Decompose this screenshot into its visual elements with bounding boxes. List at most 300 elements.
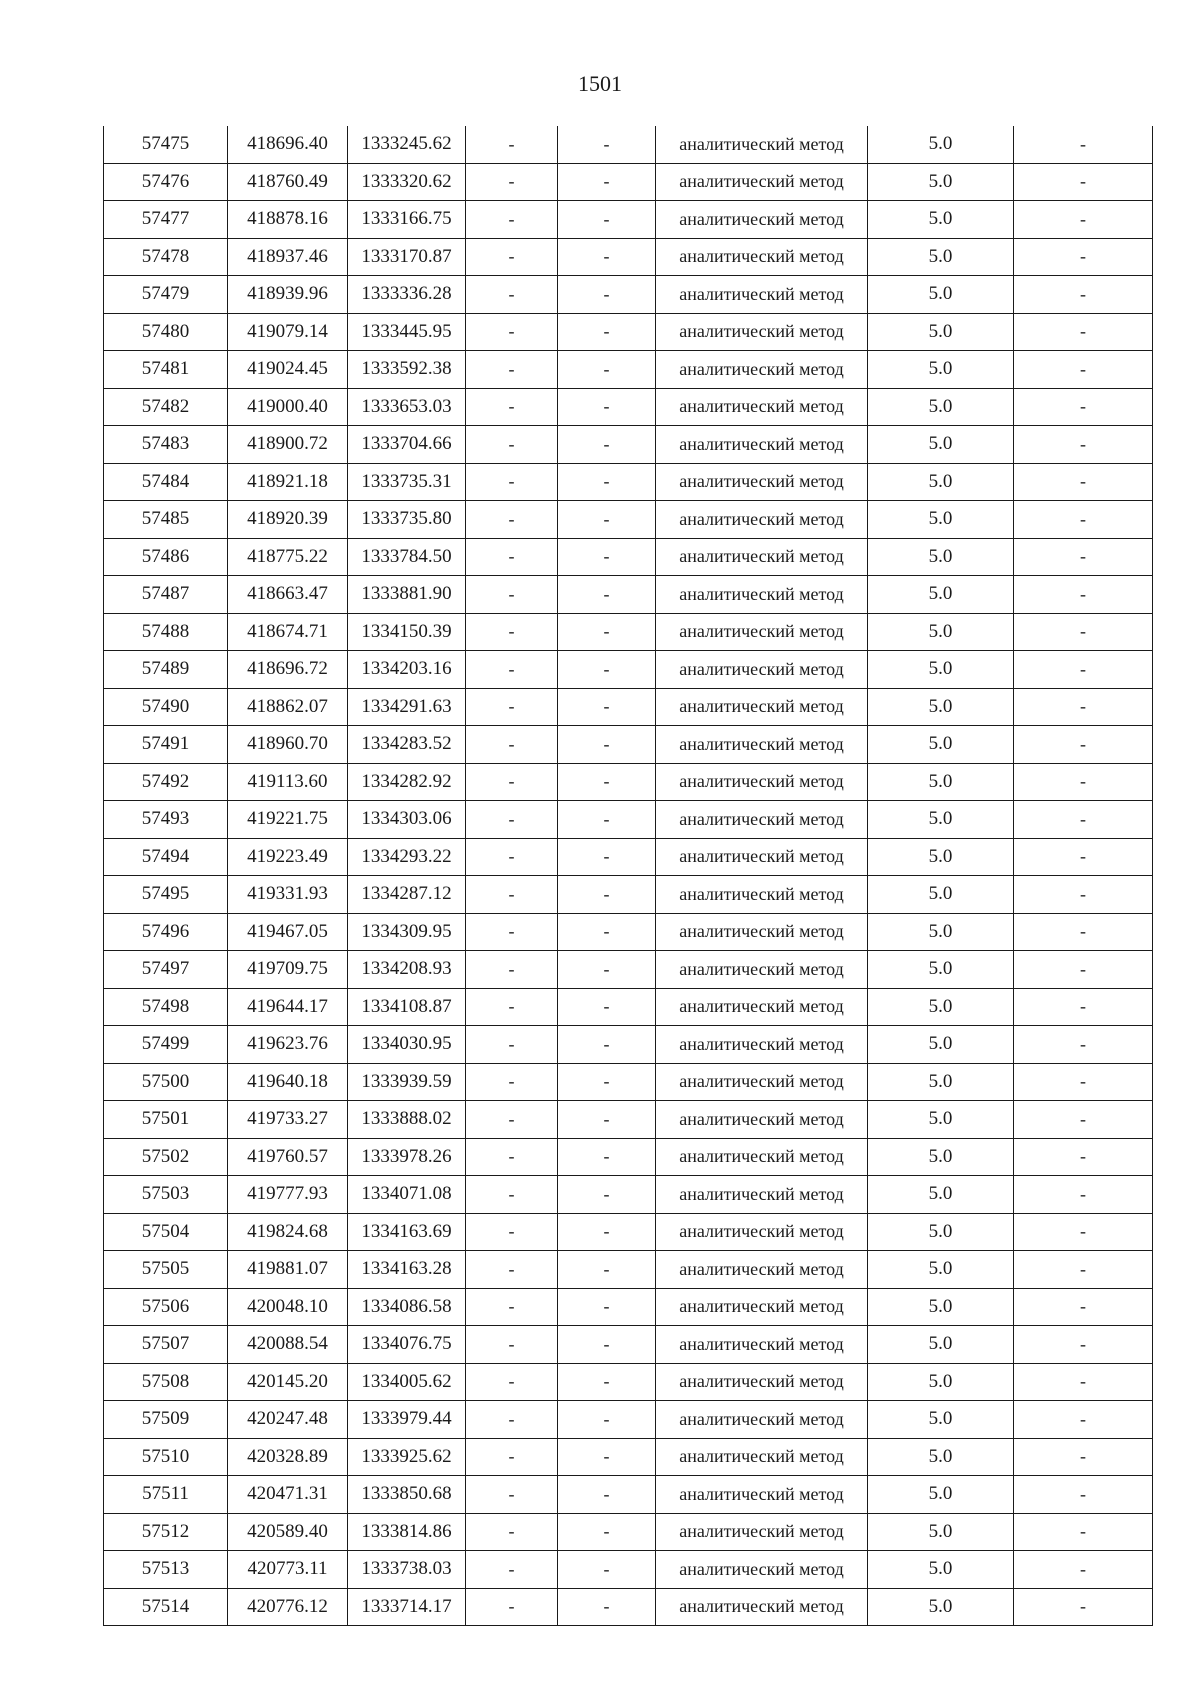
x-coordinate-cell: 420328.89: [228, 1438, 348, 1476]
dash-cell: -: [466, 1588, 558, 1626]
point-number-cell: 57495: [104, 876, 228, 914]
accuracy-cell: 5.0: [868, 726, 1014, 764]
dash-cell: -: [1014, 913, 1153, 951]
dash-cell: -: [466, 1438, 558, 1476]
accuracy-cell: 5.0: [868, 1438, 1014, 1476]
point-number-cell: 57504: [104, 1213, 228, 1251]
x-coordinate-cell: 419881.07: [228, 1251, 348, 1289]
y-coordinate-cell: 1333166.75: [348, 201, 466, 239]
dash-cell: -: [466, 988, 558, 1026]
dash-cell: -: [466, 313, 558, 351]
table-row: [104, 1401, 1153, 1439]
dash-cell: -: [466, 538, 558, 576]
dash-cell: -: [1014, 801, 1153, 839]
dash-cell: -: [466, 1213, 558, 1251]
dash-cell: -: [1014, 1551, 1153, 1589]
table-row: [104, 126, 1153, 163]
dash-cell: -: [1014, 501, 1153, 539]
table-row: [104, 576, 1153, 614]
y-coordinate-cell: 1334005.62: [348, 1363, 466, 1401]
point-number-cell: 57514: [104, 1588, 228, 1626]
dash-cell: -: [466, 163, 558, 201]
point-number-cell: 57483: [104, 426, 228, 464]
y-coordinate-cell: 1334283.52: [348, 726, 466, 764]
accuracy-cell: 5.0: [868, 1026, 1014, 1064]
dash-cell: -: [558, 1476, 656, 1514]
table-row: [104, 313, 1153, 351]
accuracy-cell: 5.0: [868, 388, 1014, 426]
point-number-cell: 57494: [104, 838, 228, 876]
dash-cell: -: [558, 1176, 656, 1214]
accuracy-cell: 5.0: [868, 1513, 1014, 1551]
dash-cell: -: [1014, 1176, 1153, 1214]
method-cell: аналитический метод: [656, 913, 868, 951]
method-cell: аналитический метод: [656, 1176, 868, 1214]
table-row: [104, 613, 1153, 651]
method-cell: аналитический метод: [656, 1213, 868, 1251]
y-coordinate-cell: 1333850.68: [348, 1476, 466, 1514]
dash-cell: -: [558, 913, 656, 951]
table-row: [104, 1176, 1153, 1214]
y-coordinate-cell: 1334203.16: [348, 651, 466, 689]
dash-cell: -: [558, 238, 656, 276]
method-cell: аналитический метод: [656, 838, 868, 876]
point-number-cell: 57487: [104, 576, 228, 614]
dash-cell: -: [558, 1026, 656, 1064]
accuracy-cell: 5.0: [868, 613, 1014, 651]
dash-cell: -: [558, 1063, 656, 1101]
x-coordinate-cell: 418937.46: [228, 238, 348, 276]
point-number-cell: 57513: [104, 1551, 228, 1589]
dash-cell: -: [1014, 238, 1153, 276]
method-cell: аналитический метод: [656, 163, 868, 201]
dash-cell: -: [558, 126, 656, 163]
table-row: [104, 838, 1153, 876]
point-number-cell: 57484: [104, 463, 228, 501]
y-coordinate-cell: 1334287.12: [348, 876, 466, 914]
accuracy-cell: 5.0: [868, 1326, 1014, 1364]
dash-cell: -: [466, 1138, 558, 1176]
method-cell: аналитический метод: [656, 1363, 868, 1401]
point-number-cell: 57509: [104, 1401, 228, 1439]
dash-cell: -: [558, 763, 656, 801]
method-cell: аналитический метод: [656, 201, 868, 239]
x-coordinate-cell: 420589.40: [228, 1513, 348, 1551]
table-row: [104, 763, 1153, 801]
dash-cell: -: [466, 613, 558, 651]
method-cell: аналитический метод: [656, 1101, 868, 1139]
dash-cell: -: [558, 313, 656, 351]
x-coordinate-cell: 419824.68: [228, 1213, 348, 1251]
x-coordinate-cell: 419113.60: [228, 763, 348, 801]
accuracy-cell: 5.0: [868, 1551, 1014, 1589]
y-coordinate-cell: 1334303.06: [348, 801, 466, 839]
y-coordinate-cell: 1333445.95: [348, 313, 466, 351]
dash-cell: -: [1014, 463, 1153, 501]
x-coordinate-cell: 418862.07: [228, 688, 348, 726]
dash-cell: -: [466, 463, 558, 501]
dash-cell: -: [466, 388, 558, 426]
dash-cell: -: [1014, 1476, 1153, 1514]
accuracy-cell: 5.0: [868, 988, 1014, 1026]
y-coordinate-cell: 1333939.59: [348, 1063, 466, 1101]
table-row: [104, 876, 1153, 914]
dash-cell: -: [558, 1401, 656, 1439]
dash-cell: -: [466, 801, 558, 839]
x-coordinate-cell: 419760.57: [228, 1138, 348, 1176]
dash-cell: -: [1014, 201, 1153, 239]
dash-cell: -: [558, 576, 656, 614]
dash-cell: -: [558, 1438, 656, 1476]
accuracy-cell: 5.0: [868, 1101, 1014, 1139]
method-cell: аналитический метод: [656, 801, 868, 839]
accuracy-cell: 5.0: [868, 501, 1014, 539]
dash-cell: -: [558, 1551, 656, 1589]
dash-cell: -: [1014, 688, 1153, 726]
x-coordinate-cell: 418960.70: [228, 726, 348, 764]
table-row: [104, 1101, 1153, 1139]
x-coordinate-cell: 418696.40: [228, 126, 348, 163]
table-row: [104, 351, 1153, 389]
x-coordinate-cell: 420471.31: [228, 1476, 348, 1514]
x-coordinate-cell: 419221.75: [228, 801, 348, 839]
x-coordinate-cell: 418878.16: [228, 201, 348, 239]
table-row: [104, 1476, 1153, 1514]
dash-cell: -: [1014, 1213, 1153, 1251]
method-cell: аналитический метод: [656, 426, 868, 464]
y-coordinate-cell: 1334163.28: [348, 1251, 466, 1289]
table-row: [104, 1251, 1153, 1289]
y-coordinate-cell: 1333704.66: [348, 426, 466, 464]
x-coordinate-cell: 420145.20: [228, 1363, 348, 1401]
method-cell: аналитический метод: [656, 538, 868, 576]
point-number-cell: 57511: [104, 1476, 228, 1514]
point-number-cell: 57478: [104, 238, 228, 276]
coordinates-table: [103, 126, 1153, 1626]
dash-cell: -: [466, 1101, 558, 1139]
dash-cell: -: [558, 651, 656, 689]
point-number-cell: 57500: [104, 1063, 228, 1101]
dash-cell: -: [466, 688, 558, 726]
table-row: [104, 913, 1153, 951]
method-cell: аналитический метод: [656, 876, 868, 914]
dash-cell: -: [1014, 763, 1153, 801]
table-row: [104, 1026, 1153, 1064]
dash-cell: -: [1014, 1401, 1153, 1439]
dash-cell: -: [558, 426, 656, 464]
dash-cell: -: [466, 1251, 558, 1289]
dash-cell: -: [558, 838, 656, 876]
dash-cell: -: [558, 276, 656, 314]
method-cell: аналитический метод: [656, 1326, 868, 1364]
method-cell: аналитический метод: [656, 276, 868, 314]
dash-cell: -: [1014, 651, 1153, 689]
point-number-cell: 57506: [104, 1288, 228, 1326]
dash-cell: -: [1014, 1363, 1153, 1401]
table-row: [104, 388, 1153, 426]
accuracy-cell: 5.0: [868, 763, 1014, 801]
accuracy-cell: 5.0: [868, 1251, 1014, 1289]
dash-cell: -: [1014, 1138, 1153, 1176]
accuracy-cell: 5.0: [868, 163, 1014, 201]
dash-cell: -: [466, 1026, 558, 1064]
dash-cell: -: [1014, 276, 1153, 314]
table-row: [104, 238, 1153, 276]
x-coordinate-cell: 418920.39: [228, 501, 348, 539]
dash-cell: -: [466, 838, 558, 876]
y-coordinate-cell: 1333925.62: [348, 1438, 466, 1476]
dash-cell: -: [1014, 876, 1153, 914]
method-cell: аналитический метод: [656, 313, 868, 351]
point-number-cell: 57482: [104, 388, 228, 426]
y-coordinate-cell: 1333320.62: [348, 163, 466, 201]
table-row: [104, 1213, 1153, 1251]
accuracy-cell: 5.0: [868, 276, 1014, 314]
method-cell: аналитический метод: [656, 1513, 868, 1551]
method-cell: аналитический метод: [656, 1401, 868, 1439]
point-number-cell: 57507: [104, 1326, 228, 1364]
accuracy-cell: 5.0: [868, 1363, 1014, 1401]
point-number-cell: 57501: [104, 1101, 228, 1139]
dash-cell: -: [466, 126, 558, 163]
method-cell: аналитический метод: [656, 1026, 868, 1064]
method-cell: аналитический метод: [656, 1588, 868, 1626]
x-coordinate-cell: 419079.14: [228, 313, 348, 351]
point-number-cell: 57505: [104, 1251, 228, 1289]
dash-cell: -: [1014, 576, 1153, 614]
point-number-cell: 57477: [104, 201, 228, 239]
dash-cell: -: [466, 1363, 558, 1401]
table-row: [104, 651, 1153, 689]
accuracy-cell: 5.0: [868, 576, 1014, 614]
dash-cell: -: [1014, 126, 1153, 163]
dash-cell: -: [558, 1101, 656, 1139]
accuracy-cell: 5.0: [868, 1176, 1014, 1214]
y-coordinate-cell: 1334030.95: [348, 1026, 466, 1064]
dash-cell: -: [558, 163, 656, 201]
x-coordinate-cell: 419640.18: [228, 1063, 348, 1101]
dash-cell: -: [558, 501, 656, 539]
dash-cell: -: [558, 1588, 656, 1626]
x-coordinate-cell: 419777.93: [228, 1176, 348, 1214]
page-number: 1501: [578, 71, 622, 96]
x-coordinate-cell: 419623.76: [228, 1026, 348, 1064]
y-coordinate-cell: 1333336.28: [348, 276, 466, 314]
accuracy-cell: 5.0: [868, 876, 1014, 914]
point-number-cell: 57491: [104, 726, 228, 764]
method-cell: аналитический метод: [656, 763, 868, 801]
dash-cell: -: [466, 426, 558, 464]
dash-cell: -: [466, 276, 558, 314]
x-coordinate-cell: 419467.05: [228, 913, 348, 951]
table-row: [104, 426, 1153, 464]
table-row: [104, 1438, 1153, 1476]
y-coordinate-cell: 1334076.75: [348, 1326, 466, 1364]
dash-cell: -: [558, 988, 656, 1026]
point-number-cell: 57502: [104, 1138, 228, 1176]
x-coordinate-cell: 418696.72: [228, 651, 348, 689]
accuracy-cell: 5.0: [868, 538, 1014, 576]
dash-cell: -: [1014, 1101, 1153, 1139]
table-row: [104, 1588, 1153, 1626]
x-coordinate-cell: 418939.96: [228, 276, 348, 314]
x-coordinate-cell: 419709.75: [228, 951, 348, 989]
x-coordinate-cell: 420773.11: [228, 1551, 348, 1589]
table-row: [104, 538, 1153, 576]
dash-cell: -: [466, 951, 558, 989]
accuracy-cell: 5.0: [868, 838, 1014, 876]
dash-cell: -: [1014, 726, 1153, 764]
dash-cell: -: [558, 951, 656, 989]
y-coordinate-cell: 1333735.80: [348, 501, 466, 539]
dash-cell: -: [1014, 1438, 1153, 1476]
accuracy-cell: 5.0: [868, 913, 1014, 951]
point-number-cell: 57485: [104, 501, 228, 539]
method-cell: аналитический метод: [656, 651, 868, 689]
point-number-cell: 57480: [104, 313, 228, 351]
method-cell: аналитический метод: [656, 1476, 868, 1514]
x-coordinate-cell: 420247.48: [228, 1401, 348, 1439]
table-row: [104, 163, 1153, 201]
dash-cell: -: [466, 238, 558, 276]
accuracy-cell: 5.0: [868, 651, 1014, 689]
table-row: [104, 688, 1153, 726]
table-row: [104, 1551, 1153, 1589]
dash-cell: -: [1014, 351, 1153, 389]
table-row: [104, 463, 1153, 501]
accuracy-cell: 5.0: [868, 426, 1014, 464]
x-coordinate-cell: 419644.17: [228, 988, 348, 1026]
method-cell: аналитический метод: [656, 688, 868, 726]
dash-cell: -: [1014, 838, 1153, 876]
dash-cell: -: [466, 1513, 558, 1551]
table-row: [104, 951, 1153, 989]
dash-cell: -: [1014, 1326, 1153, 1364]
dash-cell: -: [466, 1326, 558, 1364]
table-row: [104, 201, 1153, 239]
method-cell: аналитический метод: [656, 388, 868, 426]
dash-cell: -: [558, 876, 656, 914]
dash-cell: -: [1014, 426, 1153, 464]
table-row: [104, 1138, 1153, 1176]
y-coordinate-cell: 1333170.87: [348, 238, 466, 276]
x-coordinate-cell: 418900.72: [228, 426, 348, 464]
dash-cell: -: [466, 576, 558, 614]
dash-cell: -: [466, 726, 558, 764]
table-row: [104, 1513, 1153, 1551]
dash-cell: -: [558, 351, 656, 389]
point-number-cell: 57503: [104, 1176, 228, 1214]
x-coordinate-cell: 419024.45: [228, 351, 348, 389]
y-coordinate-cell: 1333592.38: [348, 351, 466, 389]
y-coordinate-cell: 1333979.44: [348, 1401, 466, 1439]
dash-cell: -: [1014, 613, 1153, 651]
y-coordinate-cell: 1334293.22: [348, 838, 466, 876]
table-row: [104, 988, 1153, 1026]
dash-cell: -: [466, 913, 558, 951]
accuracy-cell: 5.0: [868, 1063, 1014, 1101]
y-coordinate-cell: 1334086.58: [348, 1288, 466, 1326]
accuracy-cell: 5.0: [868, 1401, 1014, 1439]
x-coordinate-cell: 418775.22: [228, 538, 348, 576]
y-coordinate-cell: 1334108.87: [348, 988, 466, 1026]
x-coordinate-cell: 419223.49: [228, 838, 348, 876]
y-coordinate-cell: 1333735.31: [348, 463, 466, 501]
table-row: [104, 501, 1153, 539]
method-cell: аналитический метод: [656, 613, 868, 651]
accuracy-cell: 5.0: [868, 1213, 1014, 1251]
method-cell: аналитический метод: [656, 1551, 868, 1589]
point-number-cell: 57497: [104, 951, 228, 989]
accuracy-cell: 5.0: [868, 351, 1014, 389]
x-coordinate-cell: 418663.47: [228, 576, 348, 614]
dash-cell: -: [558, 688, 656, 726]
accuracy-cell: 5.0: [868, 1138, 1014, 1176]
method-cell: аналитический метод: [656, 726, 868, 764]
accuracy-cell: 5.0: [868, 1588, 1014, 1626]
dash-cell: -: [466, 201, 558, 239]
accuracy-cell: 5.0: [868, 801, 1014, 839]
y-coordinate-cell: 1333978.26: [348, 1138, 466, 1176]
accuracy-cell: 5.0: [868, 951, 1014, 989]
dash-cell: -: [466, 1176, 558, 1214]
dash-cell: -: [466, 351, 558, 389]
dash-cell: -: [1014, 388, 1153, 426]
y-coordinate-cell: 1334163.69: [348, 1213, 466, 1251]
y-coordinate-cell: 1333814.86: [348, 1513, 466, 1551]
accuracy-cell: 5.0: [868, 238, 1014, 276]
table-row: [104, 1363, 1153, 1401]
dash-cell: -: [558, 1138, 656, 1176]
dash-cell: -: [466, 1401, 558, 1439]
dash-cell: -: [1014, 1588, 1153, 1626]
point-number-cell: 57499: [104, 1026, 228, 1064]
point-number-cell: 57496: [104, 913, 228, 951]
method-cell: аналитический метод: [656, 238, 868, 276]
point-number-cell: 57490: [104, 688, 228, 726]
point-number-cell: 57498: [104, 988, 228, 1026]
y-coordinate-cell: 1334309.95: [348, 913, 466, 951]
method-cell: аналитический метод: [656, 126, 868, 163]
accuracy-cell: 5.0: [868, 201, 1014, 239]
method-cell: аналитический метод: [656, 463, 868, 501]
point-number-cell: 57512: [104, 1513, 228, 1551]
dash-cell: -: [1014, 951, 1153, 989]
point-number-cell: 57489: [104, 651, 228, 689]
dash-cell: -: [1014, 988, 1153, 1026]
x-coordinate-cell: 419000.40: [228, 388, 348, 426]
point-number-cell: 57488: [104, 613, 228, 651]
x-coordinate-cell: 418760.49: [228, 163, 348, 201]
point-number-cell: 57476: [104, 163, 228, 201]
table-row: [104, 1288, 1153, 1326]
method-cell: аналитический метод: [656, 1251, 868, 1289]
x-coordinate-cell: 419331.93: [228, 876, 348, 914]
method-cell: аналитический метод: [656, 1438, 868, 1476]
table-row: [104, 1326, 1153, 1364]
method-cell: аналитический метод: [656, 576, 868, 614]
dash-cell: -: [466, 763, 558, 801]
y-coordinate-cell: 1333738.03: [348, 1551, 466, 1589]
point-number-cell: 57492: [104, 763, 228, 801]
y-coordinate-cell: 1333714.17: [348, 1588, 466, 1626]
method-cell: аналитический метод: [656, 351, 868, 389]
table-row: [104, 726, 1153, 764]
y-coordinate-cell: 1334291.63: [348, 688, 466, 726]
accuracy-cell: 5.0: [868, 688, 1014, 726]
table-body: [104, 126, 1153, 1626]
dash-cell: -: [466, 651, 558, 689]
